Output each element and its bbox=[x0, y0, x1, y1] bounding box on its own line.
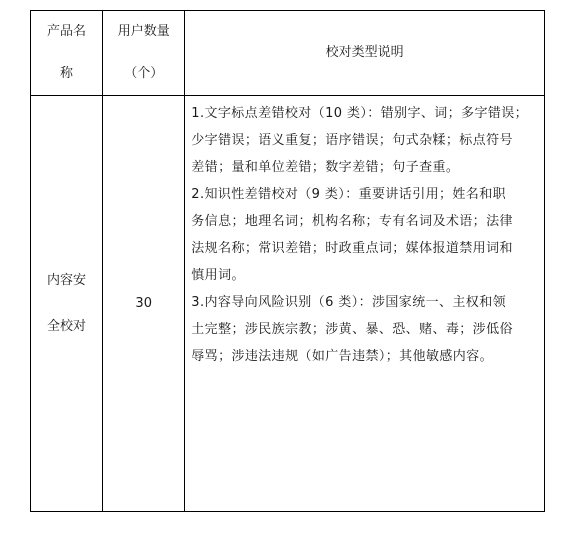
desc-line: 差错；量和单位差错；数字差错；句子查重。 bbox=[191, 160, 460, 175]
product-name-cell bbox=[31, 96, 103, 512]
desc-line: 法规名称；常识差错；时政重点词；媒体报道禁用词和 bbox=[191, 241, 513, 256]
desc-line: 少字错误；语义重复；语序错误；句式杂糅；标点符号 bbox=[191, 133, 513, 148]
product-name-line2: 全校对 bbox=[47, 318, 87, 334]
header-product-line2: 称 bbox=[60, 66, 74, 81]
header-product-line1: 产品名 bbox=[47, 24, 87, 39]
header-user-count bbox=[103, 11, 185, 96]
header-desc-text: 校对类型说明 bbox=[325, 45, 404, 60]
table-row bbox=[31, 96, 545, 512]
header-product-name bbox=[31, 11, 103, 96]
desc-line: 土完整；涉民族宗教；涉黄、暴、恐、赌、毒；涉低俗 bbox=[191, 322, 513, 337]
header-description bbox=[185, 11, 545, 96]
desc-line: 1.文字标点差错校对（10 类）：错别字、词；多字错误； bbox=[191, 106, 529, 121]
desc-line: 2.知识性差错校对（9 类）：重要讲话引用；姓名和职 bbox=[191, 187, 506, 202]
header-count-line1: 用户数量 bbox=[117, 24, 170, 39]
product-name-line1: 内容安 bbox=[47, 272, 87, 288]
header-row bbox=[31, 11, 545, 96]
description-cell bbox=[185, 96, 545, 512]
desc-line: 3.内容导向风险识别（6 类）：涉国家统一、主权和领 bbox=[191, 295, 506, 310]
desc-line: 慎用词。 bbox=[191, 268, 245, 283]
desc-line: 辱骂；涉违法违规（如广告违禁）；其他敏感内容。 bbox=[191, 349, 493, 364]
header-count-line2: （个） bbox=[124, 66, 164, 81]
desc-line: 务信息；地理名词；机构名称；专有名词及术语；法律 bbox=[191, 214, 513, 229]
proofreading-table bbox=[30, 10, 545, 512]
user-count-cell: 30 bbox=[103, 96, 185, 512]
